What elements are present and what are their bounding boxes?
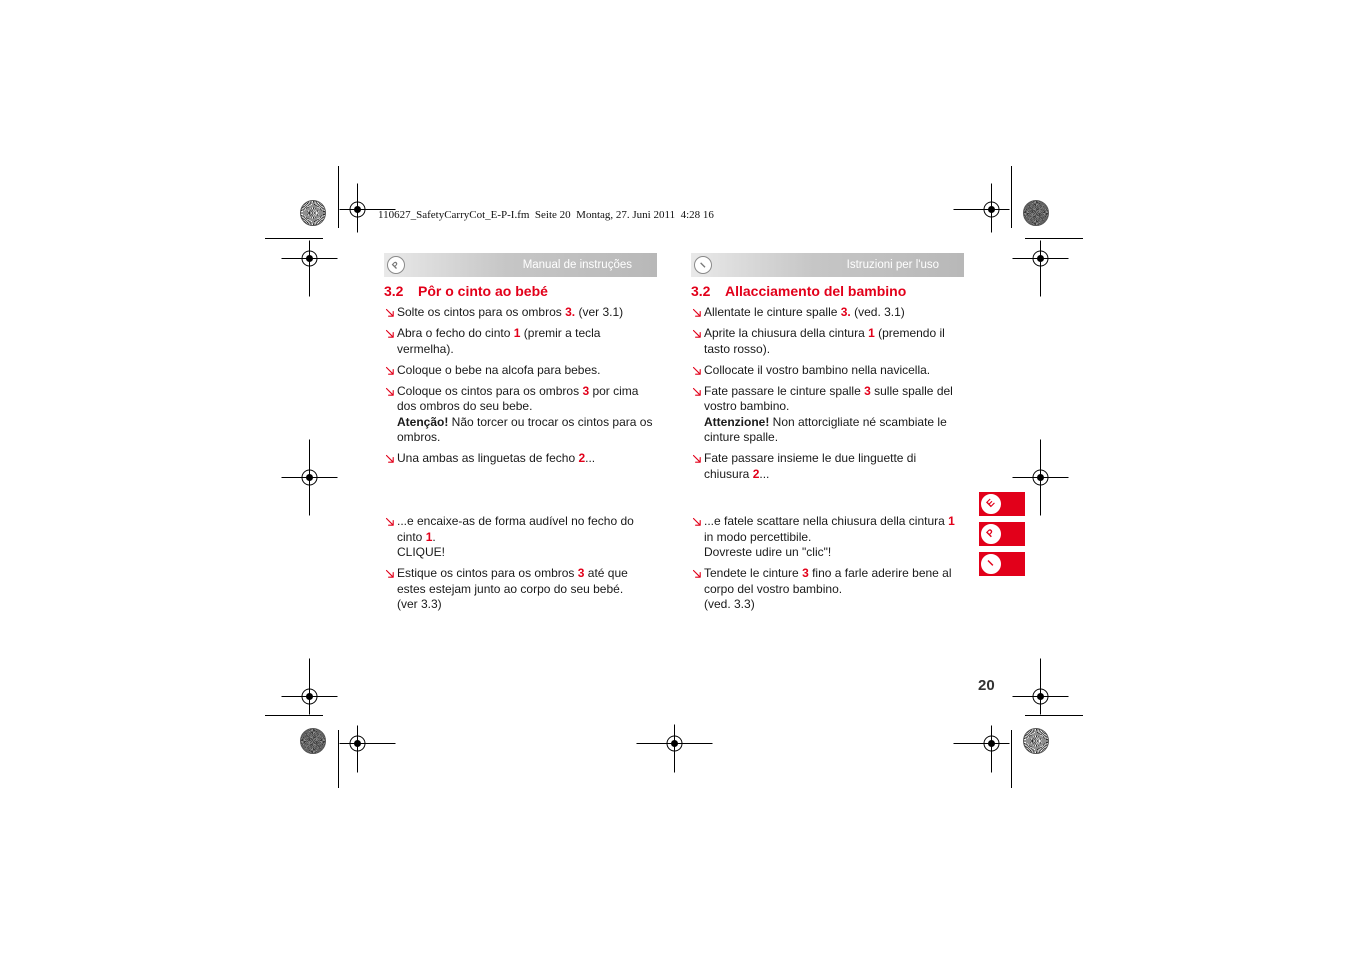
instruction-steps-continued [384,514,657,618]
crop-mark-bottom-left [265,716,339,789]
instruction-text: fino a farle aderire bene al [808,566,952,580]
language-tab-letter: P [984,527,997,540]
instruction-text: Fate passare insieme le due linguette di [704,451,917,465]
crop-mark-top-right [1012,166,1084,239]
instruction-text: in modo percettibile. [704,529,812,544]
instruction-line [397,326,657,342]
registration-mark [282,241,338,297]
arrow-bullet-icon [692,569,702,579]
instruction-text: vostro bambino. [704,399,790,413]
instruction-text: (ver 3.3) [397,597,442,611]
instructions-column-right [691,253,964,633]
language-badge-letter: P [389,258,402,271]
language-badge-letter: I [698,260,708,270]
instruction-line [704,530,964,546]
instruction-steps-continued [691,514,964,618]
registration-mark [1013,241,1069,297]
instruction-line [397,399,657,415]
star-target-mark [300,200,326,226]
part-number: 3 [582,383,590,398]
instruction-text: (premir a tecla [520,326,601,340]
instruction-step [691,514,964,561]
section-number: 3.2 [691,283,711,299]
part-number: 1 [513,326,521,340]
instruction-text: (ved. 3.3) [704,597,755,611]
instruction-text: . [432,529,436,544]
part-number: 1 [425,529,433,544]
instruction-text: Coloque o bebe na alcofa para bebes. [397,362,601,377]
file-info-slug: 110627_SafetyCarryCot_E-P-I.fm Seite 20 Montag, 27. Juni 2011 4:28 16 [378,209,714,221]
instruction-text: Coloque os cintos para os ombros [397,383,583,398]
arrow-bullet-icon [692,329,702,339]
language-tab-circle [981,494,1001,514]
part-number: 3 [802,566,809,580]
star-target-mark [1023,200,1049,226]
instruction-line [704,582,964,598]
language-header-bar [384,253,657,277]
arrow-bullet-icon [385,308,395,318]
language-badge [387,256,405,274]
instruction-text: tasto rosso). [704,341,771,356]
section-heading [384,282,548,300]
instruction-text: ...e encaixe-as de forma audível no fecho do [397,514,634,528]
instruction-line [397,566,657,582]
instruction-step [384,363,657,379]
instruction-line [397,305,657,321]
instruction-step [384,305,657,321]
instruction-line [704,597,964,613]
instruction-step [691,384,964,446]
arrow-bullet-icon [385,366,395,376]
instruction-line [704,514,964,530]
instruction-text: corpo del vostro bambino. [704,581,843,596]
part-number: 1 [868,326,875,340]
language-header-bar [691,253,964,277]
instruction-line [704,467,964,483]
part-number: 2 [752,466,760,481]
instruction-text: Collocate il vostro bambino nella navicella. [704,362,931,377]
instruction-text: Dovreste udire un "clic"! [704,545,832,559]
star-target-mark [300,728,326,754]
instruction-line [397,451,657,467]
instruction-line [397,363,657,379]
instruction-line [397,384,657,400]
part-number: 2 [578,451,586,465]
instruction-line [704,342,964,358]
instruction-text: ...e fatele scattare nella chiusura della cintura [704,514,949,528]
instruction-text: cinture spalle. [704,430,779,444]
instruction-text: ... [759,466,770,481]
language-tab-circle [981,524,1001,544]
header-title: Manual de instruções [522,259,632,271]
registration-mark [954,184,1010,233]
section-title: Pôr o cinto ao bebé [418,283,548,299]
arrow-bullet-icon [385,454,395,464]
instruction-steps [384,305,657,472]
instruction-text: cinto [397,529,426,544]
instruction-text: Aprite la chiusura della cintura [704,326,869,340]
instruction-line [397,545,657,561]
instruction-text: vermelha). [397,341,454,356]
language-badge [694,256,712,274]
language-tabs [979,492,1025,582]
instruction-text: Fate passare le cinture spalle [704,383,865,398]
instruction-step [384,384,657,446]
instruction-text: Non attorcigliate né scambiate le [769,414,947,429]
instruction-line [704,566,964,582]
instruction-line [704,384,964,400]
part-number: 1 [948,514,955,528]
arrow-bullet-icon [692,366,702,376]
language-tab-i [979,552,1025,576]
instruction-text: ombros. [397,430,441,444]
instruction-step [384,514,657,561]
instruction-text: CLIQUE! [397,545,446,559]
instruction-step [691,451,964,482]
instruction-text: estes estejam junto ao corpo do seu bebé. [397,581,624,596]
instruction-step [691,326,964,357]
part-number: 3. [840,305,851,319]
registration-mark [340,726,396,773]
instruction-step [691,363,964,379]
instruction-text: Solte os cintos para os ombros [397,305,566,319]
instruction-line [704,415,964,431]
instruction-line [704,430,964,446]
arrow-bullet-icon [385,387,395,397]
instructions-column-left [384,253,657,633]
instruction-text: Tendete le cinture [704,566,803,580]
instruction-line [397,514,657,530]
registration-mark [1013,659,1069,715]
part-number: 3 [577,566,585,580]
arrow-bullet-icon [385,329,395,339]
arrow-bullet-icon [692,454,702,464]
registration-mark [282,440,338,516]
section-title: Allacciamento del bambino [725,283,907,299]
instruction-text: dos ombros do seu bebe. [397,399,533,413]
instruction-text: chiusura [704,466,753,481]
part-number: 3 [864,383,871,398]
instruction-text: (ved. 3.1) [850,305,905,319]
instruction-steps [691,305,964,488]
instruction-line [704,363,964,379]
instruction-line [704,545,964,561]
warning-label: Attenzione! [704,414,770,429]
instruction-line [704,326,964,342]
instruction-line [397,342,657,358]
instruction-text: ... [585,451,596,465]
star-target-mark [1023,728,1049,754]
instruction-line [397,430,657,446]
instruction-line [704,399,964,415]
language-tab-letter: E [984,497,997,510]
header-title: Istruzioni per l'uso [846,259,939,271]
arrow-bullet-icon [692,517,702,527]
instruction-line [397,582,657,598]
page-number: 20 [978,677,995,694]
instruction-text: Allentate le cinture spalle [704,305,841,319]
instruction-line [704,451,964,467]
instruction-text: por cima [589,383,639,398]
registration-mark [637,725,713,773]
instruction-step [691,305,964,321]
arrow-bullet-icon [692,308,702,318]
part-number: 3. [565,305,576,319]
instruction-line [397,415,657,431]
language-tab-circle [981,554,1001,574]
crop-mark-top-left [265,166,339,239]
instruction-line [397,530,657,546]
instruction-step [691,566,964,613]
registration-mark [954,726,1010,773]
instruction-text: Una ambas as linguetas de fecho [397,451,579,465]
instruction-text: Abra o fecho do cinto [397,326,514,340]
crop-mark-bottom-right [1012,716,1084,789]
language-tab-e [979,492,1025,516]
section-heading [691,282,906,300]
instruction-line [704,305,964,321]
warning-label: Atenção! [397,414,449,429]
instruction-step [384,566,657,613]
language-tab-p [979,522,1025,546]
registration-mark [282,659,338,715]
language-tab-letter: I [985,558,996,569]
instruction-text: até que [584,566,628,580]
arrow-bullet-icon [692,387,702,397]
instruction-text: (premendo il [874,326,945,340]
instruction-text: sulle spalle del [870,383,953,398]
section-number: 3.2 [384,283,404,299]
instruction-line [397,597,657,613]
instruction-text: (ver 3.1) [575,305,624,319]
arrow-bullet-icon [385,569,395,579]
instruction-text: Estique os cintos para os ombros [397,566,578,580]
instruction-step [384,451,657,467]
instruction-text: Não torcer ou trocar os cintos para os [448,414,653,429]
arrow-bullet-icon [385,517,395,527]
instruction-step [384,326,657,357]
